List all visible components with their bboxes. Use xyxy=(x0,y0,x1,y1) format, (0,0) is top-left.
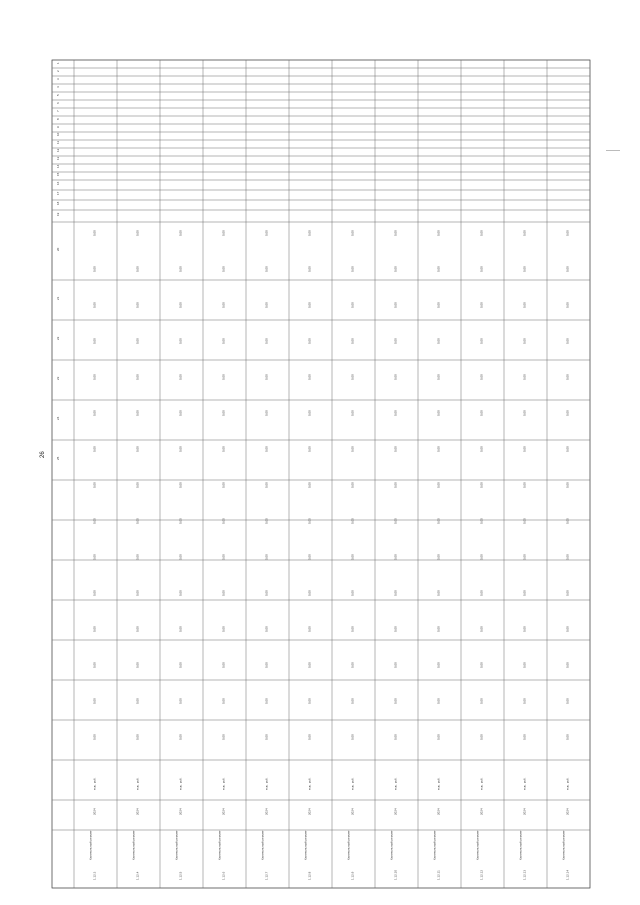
table-border xyxy=(52,60,590,888)
cell-value: 0,00 xyxy=(92,374,97,380)
row-unit: тыс. руб. xyxy=(264,777,269,790)
column-number: 17 xyxy=(56,191,60,195)
cell-value: 0,00 xyxy=(135,518,140,524)
row-year: 2024 xyxy=(565,808,570,815)
column-number: 3 xyxy=(56,78,60,80)
cell-value: 0,00 xyxy=(436,482,441,488)
cell-value: 0,00 xyxy=(522,446,527,452)
cell-value: 0,00 xyxy=(393,482,398,488)
row-id: 1.12.8 xyxy=(307,871,312,880)
column-number: 14 xyxy=(56,164,60,168)
cell-value: 0,00 xyxy=(135,698,140,704)
cell-value: 0,00 xyxy=(522,626,527,632)
cell-value: 0,00 xyxy=(221,590,226,596)
row-description: Капитальный ремонт xyxy=(561,830,566,860)
row-unit: тыс. руб. xyxy=(178,777,183,790)
row-id: 1.12.12 xyxy=(479,869,484,880)
cell-value: 0,00 xyxy=(264,590,269,596)
cell-value: 0,00 xyxy=(565,518,570,524)
cell-value: 0,00 xyxy=(565,338,570,344)
cell-value: 0,00 xyxy=(221,734,226,740)
cell-value: 0,00 xyxy=(565,446,570,452)
cell-value: 0,00 xyxy=(479,554,484,560)
cell-value: 0,00 xyxy=(522,230,527,236)
cell-value: 0,00 xyxy=(307,662,312,668)
cell-value: 0,00 xyxy=(565,698,570,704)
cell-value: 0,00 xyxy=(221,698,226,704)
cell-value: 0,00 xyxy=(479,338,484,344)
cell-value: 0,00 xyxy=(522,482,527,488)
cell-value: 0,00 xyxy=(350,374,355,380)
cell-value: 0,00 xyxy=(135,662,140,668)
cell-value: 0,00 xyxy=(92,698,97,704)
row-year: 2024 xyxy=(479,808,484,815)
cell-value: 0,00 xyxy=(479,266,484,272)
cell-value: 0,00 xyxy=(350,518,355,524)
cell-value: 0,00 xyxy=(264,698,269,704)
column-number: 15 xyxy=(56,172,60,176)
cell-value: 0,00 xyxy=(436,518,441,524)
cell-value: 0,00 xyxy=(135,626,140,632)
cell-value: 0,00 xyxy=(264,734,269,740)
cell-value: 0,00 xyxy=(92,230,97,236)
cell-value: 0,00 xyxy=(178,698,183,704)
cell-value: 0,00 xyxy=(178,266,183,272)
cell-value: 0,00 xyxy=(565,410,570,416)
row-unit: тыс. руб. xyxy=(350,777,355,790)
cell-value: 0,00 xyxy=(565,374,570,380)
cell-value: 0,00 xyxy=(522,698,527,704)
cell-value: 0,00 xyxy=(393,374,398,380)
cell-value: 0,00 xyxy=(92,446,97,452)
cell-value: 0,00 xyxy=(264,554,269,560)
column-number: 25 xyxy=(56,456,60,460)
column-number: 21 xyxy=(56,296,60,300)
cell-value: 0,00 xyxy=(178,446,183,452)
cell-value: 0,00 xyxy=(264,446,269,452)
column-number: 2 xyxy=(56,70,60,72)
cell-value: 0,00 xyxy=(479,482,484,488)
cell-value: 0,00 xyxy=(522,374,527,380)
cell-value: 0,00 xyxy=(307,554,312,560)
cell-value: 0,00 xyxy=(92,338,97,344)
cell-value: 0,00 xyxy=(264,338,269,344)
cell-value: 0,00 xyxy=(221,230,226,236)
cell-value: 0,00 xyxy=(393,446,398,452)
cell-value: 0,00 xyxy=(350,446,355,452)
cell-value: 0,00 xyxy=(264,410,269,416)
cell-value: 0,00 xyxy=(565,302,570,308)
row-description: Капитальный ремонт xyxy=(260,830,265,860)
cell-value: 0,00 xyxy=(135,446,140,452)
column-number: 9 xyxy=(56,126,60,128)
cell-value: 0,00 xyxy=(307,698,312,704)
row-year: 2024 xyxy=(92,808,97,815)
column-number: 10 xyxy=(56,132,60,136)
cell-value: 0,00 xyxy=(264,482,269,488)
cell-value: 0,00 xyxy=(522,410,527,416)
cell-value: 0,00 xyxy=(479,446,484,452)
cell-value: 0,00 xyxy=(479,302,484,308)
row-description: Капитальный ремонт xyxy=(131,830,136,860)
cell-value: 0,00 xyxy=(135,230,140,236)
cell-value: 0,00 xyxy=(350,734,355,740)
cell-value: 0,00 xyxy=(264,374,269,380)
cell-value: 0,00 xyxy=(135,374,140,380)
row-unit: тыс. руб. xyxy=(135,777,140,790)
cell-value: 0,00 xyxy=(221,518,226,524)
cell-value: 0,00 xyxy=(178,482,183,488)
row-id: 1.12.13 xyxy=(522,869,527,880)
cell-value: 0,00 xyxy=(350,302,355,308)
cell-value: 0,00 xyxy=(350,482,355,488)
row-unit: тыс. руб. xyxy=(221,777,226,790)
cell-value: 0,00 xyxy=(436,626,441,632)
column-number: 1 xyxy=(56,62,60,64)
cell-value: 0,00 xyxy=(178,626,183,632)
cell-value: 0,00 xyxy=(393,698,398,704)
column-number: 22 xyxy=(56,336,60,340)
column-number: 7 xyxy=(56,110,60,112)
cell-value: 0,00 xyxy=(479,410,484,416)
column-number: 5 xyxy=(56,94,60,96)
cell-value: 0,00 xyxy=(350,410,355,416)
cell-value: 0,00 xyxy=(221,482,226,488)
cell-value: 0,00 xyxy=(264,662,269,668)
row-id: 1.12.14 xyxy=(565,869,570,880)
column-number: 6 xyxy=(56,102,60,104)
row-unit: тыс. руб. xyxy=(393,777,398,790)
column-number: 8 xyxy=(56,118,60,120)
cell-value: 0,00 xyxy=(522,518,527,524)
cell-value: 0,00 xyxy=(92,554,97,560)
cell-value: 0,00 xyxy=(479,626,484,632)
cell-value: 0,00 xyxy=(135,410,140,416)
cell-value: 0,00 xyxy=(178,374,183,380)
cell-value: 0,00 xyxy=(264,626,269,632)
row-unit: тыс. руб. xyxy=(479,777,484,790)
row-id: 1.12.6 xyxy=(221,871,226,880)
row-description: Капитальный ремонт xyxy=(432,830,437,860)
cell-value: 0,00 xyxy=(522,554,527,560)
cell-value: 0,00 xyxy=(436,698,441,704)
row-unit: тыс. руб. xyxy=(436,777,441,790)
row-description: Капитальный ремонт xyxy=(346,830,351,860)
cell-value: 0,00 xyxy=(264,518,269,524)
column-number: 13 xyxy=(56,156,60,160)
column-number: 16 xyxy=(56,181,60,185)
cell-value: 0,00 xyxy=(436,374,441,380)
cell-value: 0,00 xyxy=(92,590,97,596)
cell-value: 0,00 xyxy=(135,482,140,488)
cell-value: 0,00 xyxy=(522,338,527,344)
row-description: Капитальный ремонт xyxy=(88,830,93,860)
cell-value: 0,00 xyxy=(393,554,398,560)
cell-value: 0,00 xyxy=(522,266,527,272)
cell-value: 0,00 xyxy=(565,230,570,236)
cell-value: 0,00 xyxy=(436,338,441,344)
row-year: 2024 xyxy=(522,808,527,815)
row-year: 2024 xyxy=(221,808,226,815)
row-id: 1.12.9 xyxy=(350,871,355,880)
column-number: 24 xyxy=(56,416,60,420)
cell-value: 0,00 xyxy=(178,662,183,668)
cell-value: 0,00 xyxy=(436,446,441,452)
cell-value: 0,00 xyxy=(565,734,570,740)
cell-value: 0,00 xyxy=(565,626,570,632)
row-unit: тыс. руб. xyxy=(522,777,527,790)
cell-value: 0,00 xyxy=(307,518,312,524)
cell-value: 0,00 xyxy=(393,266,398,272)
cell-value: 0,00 xyxy=(92,662,97,668)
row-year: 2024 xyxy=(135,808,140,815)
cell-value: 0,00 xyxy=(307,230,312,236)
cell-value: 0,00 xyxy=(393,662,398,668)
cell-value: 0,00 xyxy=(221,338,226,344)
cell-value: 0,00 xyxy=(178,410,183,416)
cell-value: 0,00 xyxy=(221,266,226,272)
cell-value: 0,00 xyxy=(479,662,484,668)
row-unit: тыс. руб. xyxy=(307,777,312,790)
cell-value: 0,00 xyxy=(307,590,312,596)
cell-value: 0,00 xyxy=(436,410,441,416)
cell-value: 0,00 xyxy=(92,302,97,308)
cell-value: 0,00 xyxy=(393,626,398,632)
cell-value: 0,00 xyxy=(307,446,312,452)
cell-value: 0,00 xyxy=(135,590,140,596)
row-id: 1.12.3 xyxy=(92,871,97,880)
row-year: 2024 xyxy=(264,808,269,815)
cell-value: 0,00 xyxy=(350,554,355,560)
cell-value: 0,00 xyxy=(393,734,398,740)
cell-value: 0,00 xyxy=(92,626,97,632)
cell-value: 0,00 xyxy=(479,230,484,236)
cell-value: 0,00 xyxy=(565,482,570,488)
row-unit: тыс. руб. xyxy=(92,777,97,790)
cell-value: 0,00 xyxy=(178,734,183,740)
row-description: Капитальный ремонт xyxy=(518,830,523,860)
row-description: Капитальный ремонт xyxy=(389,830,394,860)
cell-value: 0,00 xyxy=(264,266,269,272)
page-number: 26 xyxy=(40,451,46,458)
cell-value: 0,00 xyxy=(436,662,441,668)
cell-value: 0,00 xyxy=(479,734,484,740)
row-year: 2024 xyxy=(393,808,398,815)
cell-value: 0,00 xyxy=(393,518,398,524)
cell-value: 0,00 xyxy=(307,626,312,632)
cell-value: 0,00 xyxy=(565,662,570,668)
row-description: Капитальный ремонт xyxy=(174,830,179,860)
row-year: 2024 xyxy=(307,808,312,815)
cell-value: 0,00 xyxy=(92,482,97,488)
cell-value: 0,00 xyxy=(350,698,355,704)
cell-value: 0,00 xyxy=(92,518,97,524)
column-number: 4 xyxy=(56,86,60,88)
row-description: Капитальный ремонт xyxy=(475,830,480,860)
cell-value: 0,00 xyxy=(393,302,398,308)
cell-value: 0,00 xyxy=(565,554,570,560)
cell-value: 0,00 xyxy=(522,734,527,740)
row-description: Капитальный ремонт xyxy=(217,830,222,860)
cell-value: 0,00 xyxy=(393,230,398,236)
cell-value: 0,00 xyxy=(350,230,355,236)
cell-value: 0,00 xyxy=(178,302,183,308)
cell-value: 0,00 xyxy=(178,590,183,596)
cell-value: 0,00 xyxy=(436,590,441,596)
cell-value: 0,00 xyxy=(178,554,183,560)
cell-value: 0,00 xyxy=(479,590,484,596)
column-number: 12 xyxy=(56,148,60,152)
cell-value: 0,00 xyxy=(264,302,269,308)
cell-value: 0,00 xyxy=(565,266,570,272)
cell-value: 0,00 xyxy=(350,266,355,272)
cell-value: 0,00 xyxy=(221,374,226,380)
cell-value: 0,00 xyxy=(221,302,226,308)
cell-value: 0,00 xyxy=(479,698,484,704)
cell-value: 0,00 xyxy=(135,554,140,560)
cell-value: 0,00 xyxy=(92,410,97,416)
cell-value: 0,00 xyxy=(565,590,570,596)
cell-value: 0,00 xyxy=(522,590,527,596)
cell-value: 0,00 xyxy=(436,302,441,308)
cell-value: 0,00 xyxy=(221,662,226,668)
cell-value: 0,00 xyxy=(436,266,441,272)
row-year: 2024 xyxy=(436,808,441,815)
cell-value: 0,00 xyxy=(393,590,398,596)
column-number: 19 xyxy=(56,212,60,216)
column-number: 20 xyxy=(56,247,60,251)
cell-value: 0,00 xyxy=(307,266,312,272)
cell-value: 0,00 xyxy=(307,338,312,344)
cell-value: 0,00 xyxy=(92,734,97,740)
column-number: 23 xyxy=(56,376,60,380)
cell-value: 0,00 xyxy=(479,518,484,524)
cell-value: 0,00 xyxy=(221,446,226,452)
cell-value: 0,00 xyxy=(522,662,527,668)
cell-value: 0,00 xyxy=(436,734,441,740)
cell-value: 0,00 xyxy=(307,302,312,308)
column-number: 11 xyxy=(56,140,60,144)
cell-value: 0,00 xyxy=(221,626,226,632)
row-id: 1.12.5 xyxy=(178,871,183,880)
row-id: 1.12.4 xyxy=(135,871,140,880)
cell-value: 0,00 xyxy=(135,734,140,740)
cell-value: 0,00 xyxy=(178,230,183,236)
cell-value: 0,00 xyxy=(350,626,355,632)
row-id: 1.12.11 xyxy=(436,870,441,880)
row-id: 1.12.10 xyxy=(393,869,398,880)
cell-value: 0,00 xyxy=(135,266,140,272)
cell-value: 0,00 xyxy=(350,590,355,596)
cell-value: 0,00 xyxy=(135,302,140,308)
cell-value: 0,00 xyxy=(479,374,484,380)
cell-value: 0,00 xyxy=(307,482,312,488)
cell-value: 0,00 xyxy=(221,410,226,416)
row-year: 2024 xyxy=(350,808,355,815)
cell-value: 0,00 xyxy=(135,338,140,344)
cell-value: 0,00 xyxy=(350,662,355,668)
cell-value: 0,00 xyxy=(92,266,97,272)
cell-value: 0,00 xyxy=(436,230,441,236)
cell-value: 0,00 xyxy=(264,230,269,236)
cell-value: 0,00 xyxy=(307,374,312,380)
row-id: 1.12.7 xyxy=(264,871,269,880)
cell-value: 0,00 xyxy=(307,410,312,416)
cell-value: 0,00 xyxy=(221,554,226,560)
cell-value: 0,00 xyxy=(522,302,527,308)
cell-value: 0,00 xyxy=(178,518,183,524)
cell-value: 0,00 xyxy=(350,338,355,344)
row-unit: тыс. руб. xyxy=(565,777,570,790)
column-number: 18 xyxy=(56,201,60,205)
row-description: Капитальный ремонт xyxy=(303,830,308,860)
cell-value: 0,00 xyxy=(436,554,441,560)
row-year: 2024 xyxy=(178,808,183,815)
cell-value: 0,00 xyxy=(178,338,183,344)
cell-value: 0,00 xyxy=(393,338,398,344)
cell-value: 0,00 xyxy=(393,410,398,416)
cell-value: 0,00 xyxy=(307,734,312,740)
